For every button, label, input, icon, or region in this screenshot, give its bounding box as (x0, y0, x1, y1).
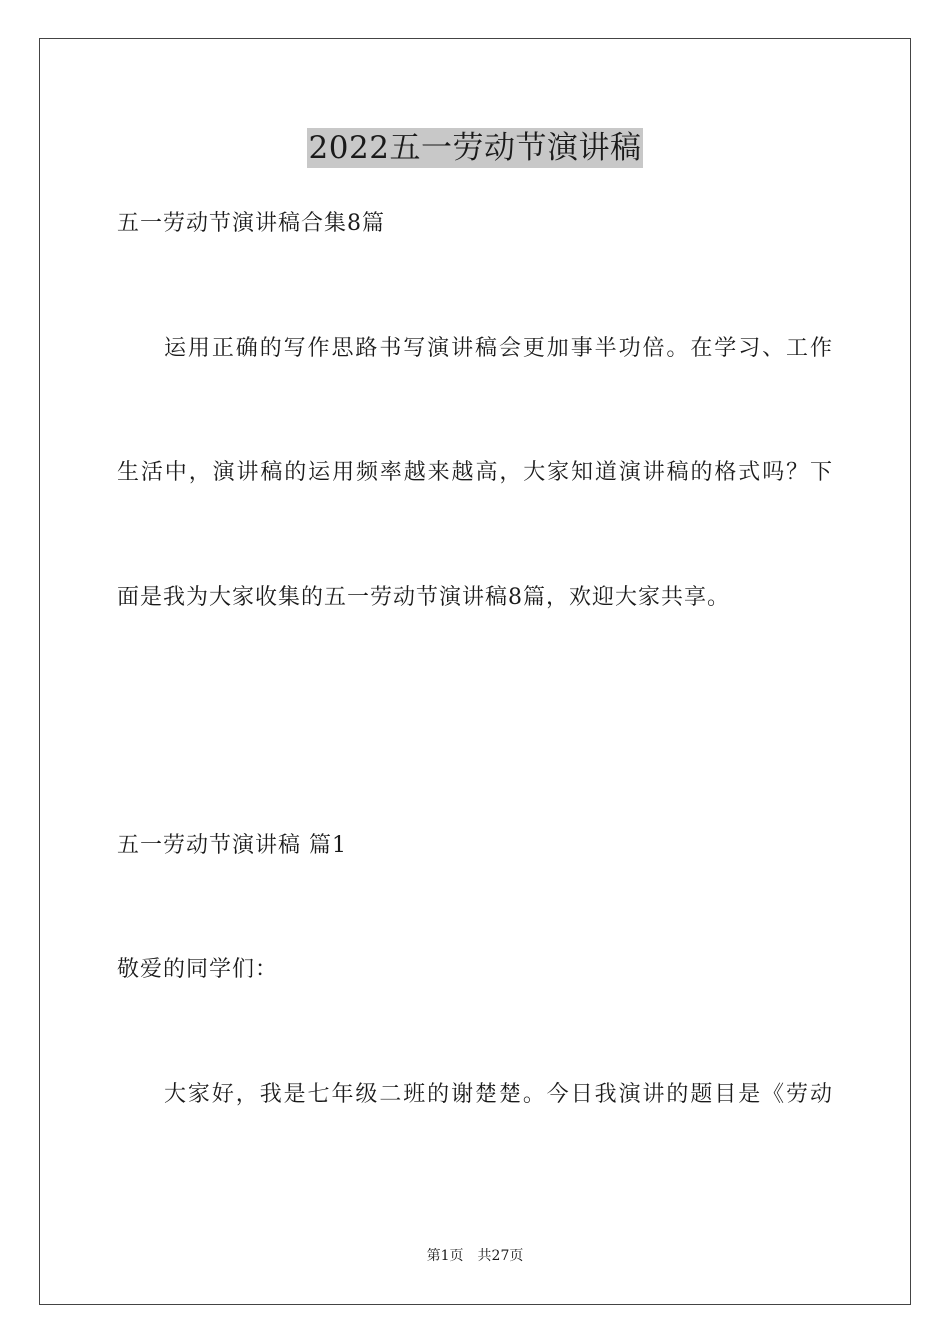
section-heading: 五一劳动节演讲稿 篇1 (117, 833, 347, 858)
body-paragraph-line-1: 大家好，我是七年级二班的谢楚楚。今日我演讲的题目是《劳动 (164, 1082, 833, 1107)
salutation: 敬爱的同学们： (117, 957, 279, 982)
title-container (0, 128, 950, 168)
intro-paragraph-line-1: 运用正确的写作思路书写演讲稿会更加事半功倍。在学习、工作 (164, 336, 833, 361)
document-title: 2022五一劳动节演讲稿 (308, 130, 642, 166)
intro-paragraph-line-3: 面是我为大家收集的五一劳动节演讲稿8篇，欢迎大家共享。 (117, 585, 730, 610)
subtitle-line: 五一劳动节演讲稿合集8篇 (117, 211, 385, 236)
page-total: 共27页 (477, 1248, 524, 1264)
page-footer (0, 1246, 950, 1266)
page-number: 第1页 (426, 1248, 464, 1264)
intro-paragraph-line-2: 生活中，演讲稿的运用频率越来越高，大家知道演讲稿的格式吗？下 (117, 460, 833, 485)
